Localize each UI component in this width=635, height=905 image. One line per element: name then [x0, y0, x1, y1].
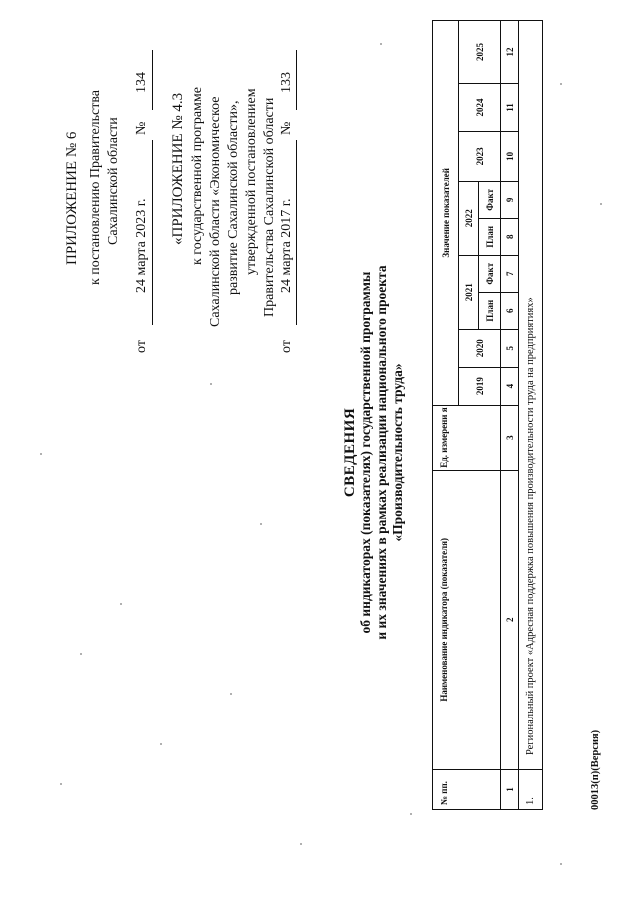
appendix-2-date-underline — [296, 140, 297, 325]
header-year-2021: 2021 — [459, 255, 479, 329]
appendix-1-line1: к постановлению Правительства — [88, 89, 103, 285]
col-num: 2 — [501, 470, 519, 770]
col-num: 5 — [501, 329, 519, 367]
header-2022-fact: Факт — [479, 181, 501, 218]
col-num: 3 — [501, 405, 519, 470]
document-heading — [342, 0, 406, 905]
scan-speck — [600, 203, 602, 205]
header-number: № пп. — [433, 770, 501, 810]
column-number-row — [501, 21, 519, 810]
appendix-2-date: 24 марта 2017 г. — [279, 198, 294, 293]
scan-speck — [80, 653, 82, 655]
heading-line-1: об индикаторах (показателях) государственной программы — [358, 271, 373, 634]
scan-speck — [230, 693, 232, 695]
indicators-table — [432, 20, 543, 810]
scan-speck — [210, 383, 212, 385]
header-indicator-name: Наименование индикатора (показателя) — [433, 470, 501, 770]
col-num: 7 — [501, 255, 519, 292]
heading-line-2: и их значениях в рамках реализации национального проекта — [374, 265, 389, 640]
appendix-2-line1: к государственной программе — [190, 87, 205, 265]
appendix-1-date: 24 марта 2023 г. — [134, 198, 149, 293]
appendix-1-num-sign: № — [134, 121, 149, 135]
scan-speck — [160, 743, 162, 745]
header-year-2025: 2025 — [459, 21, 501, 84]
appendix-1-date-underline — [152, 140, 153, 325]
appendix-2-number-underline — [296, 50, 297, 110]
heading-title: СВЕДЕНИЯ — [342, 407, 358, 498]
header-unit: Ед. измерени я — [433, 405, 501, 470]
header-year-2020: 2020 — [459, 329, 501, 367]
version-footer: 00013(п)(Версия) — [590, 729, 601, 810]
col-num: 10 — [501, 131, 519, 181]
scan-speck — [300, 843, 302, 845]
col-num: 8 — [501, 218, 519, 255]
appendix-2-line3: развитие Сахалинской области», — [226, 100, 241, 295]
row-region-project: Региональный проект «Адресная поддержка повышения производительности труда на предприятиях» — [519, 21, 543, 770]
appendix-1-number: 134 — [134, 72, 149, 93]
scan-speck — [380, 43, 382, 45]
scan-speck — [60, 783, 62, 785]
appendix-2-line4: утвержденной постановлением — [244, 88, 259, 275]
header-year-2022: 2022 — [459, 181, 479, 255]
scan-speck — [120, 603, 122, 605]
header-values: Значение показателей — [433, 21, 459, 406]
scan-speck — [40, 453, 42, 455]
scan-speck — [560, 83, 562, 85]
header-2022-plan: План — [479, 218, 501, 255]
col-num: 1 — [501, 770, 519, 810]
col-num: 6 — [501, 292, 519, 329]
appendix-2-title: «ПРИЛОЖЕНИЕ № 4.3 — [170, 92, 186, 245]
header-year-2019: 2019 — [459, 367, 501, 405]
appendix-2-line2: Сахалинской области «Экономическое — [208, 96, 223, 327]
col-num: 12 — [501, 21, 519, 84]
header-year-2023: 2023 — [459, 131, 501, 181]
appendix-1-ot: от — [134, 340, 149, 353]
scan-speck — [260, 523, 262, 525]
appendix-2-ot: от — [279, 340, 294, 353]
appendix-1-number-underline — [152, 50, 153, 110]
appendix-2-num-sign: № — [279, 121, 294, 135]
appendix-2-number: 133 — [279, 72, 294, 93]
header-2021-plan: План — [479, 292, 501, 329]
appendix-2-line5: Правительства Сахалинской области — [262, 97, 277, 317]
appendix-1-title: ПРИЛОЖЕНИЕ № 6 — [64, 131, 80, 265]
appendix-1-line2: Сахалинской области — [106, 117, 121, 245]
row-number: 1. — [519, 770, 543, 810]
table-row — [519, 21, 543, 810]
col-num: 4 — [501, 367, 519, 405]
scan-speck — [410, 813, 412, 815]
header-2021-fact: Факт — [479, 255, 501, 292]
col-num: 11 — [501, 83, 519, 131]
col-num: 9 — [501, 181, 519, 218]
scan-speck — [560, 863, 562, 865]
header-year-2024: 2024 — [459, 83, 501, 131]
heading-line-3: «Производительность труда» — [390, 363, 405, 542]
